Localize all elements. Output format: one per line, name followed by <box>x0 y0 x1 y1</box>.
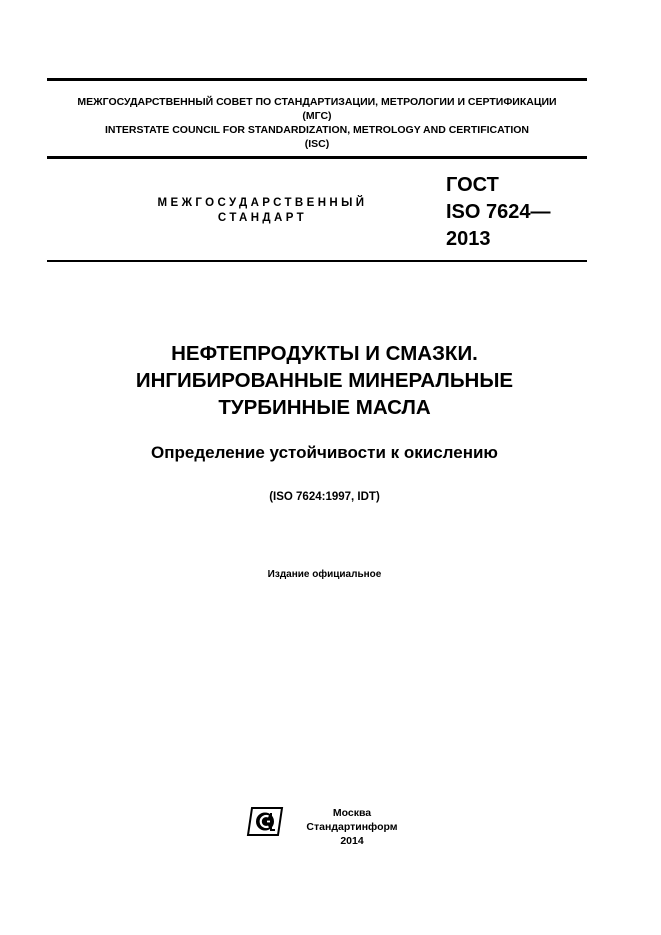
edition-note: Издание официальное <box>267 569 382 580</box>
standard-type <box>130 196 395 226</box>
council-header <box>47 95 587 151</box>
iso-reference: (ISO 7624:1997, IDT) <box>269 491 380 503</box>
council-ru-name: МЕЖГОСУДАРСТВЕННЫЙ СОВЕТ ПО СТАНДАРТИЗАЦИИ, МЕТРОЛОГИИ И СЕРТИФИКАЦИИ <box>77 96 557 108</box>
standartinform-logo-icon <box>245 805 285 838</box>
top-rule <box>47 78 587 81</box>
standard-code-line3: 2013 <box>446 228 491 250</box>
publisher-city: Москва <box>332 807 372 819</box>
middle-rule <box>47 156 587 159</box>
council-en-abbr: (ISC) <box>304 138 330 150</box>
document-subtitle: Определение устойчивости к окислению <box>151 443 498 462</box>
publisher-year: 2014 <box>340 835 364 847</box>
standard-code-line2: ISO 7624— <box>446 201 551 223</box>
publisher-name: Стандартинформ <box>306 821 398 833</box>
title-line2: ИНГИБИРОВАННЫЕ МИНЕРАЛЬНЫЕ <box>135 369 514 392</box>
standard-code <box>446 172 551 253</box>
document-title <box>47 340 602 421</box>
standard-code-line1: ГОСТ <box>446 174 499 196</box>
publisher-block <box>300 806 404 848</box>
standard-type-line2: СТАНДАРТ <box>217 212 308 224</box>
bottom-rule <box>47 260 587 262</box>
council-ru-abbr: (МГС) <box>302 110 332 122</box>
standard-type-line1: МЕЖГОСУДАРСТВЕННЫЙ <box>157 197 368 209</box>
council-en-name: INTERSTATE COUNCIL FOR STANDARDIZATION, METROLOGY AND CERTIFICATION <box>104 124 530 136</box>
title-line3: ТУРБИННЫЕ МАСЛА <box>218 396 431 419</box>
title-line1: НЕФТЕПРОДУКТЫ И СМАЗКИ. <box>171 342 478 365</box>
